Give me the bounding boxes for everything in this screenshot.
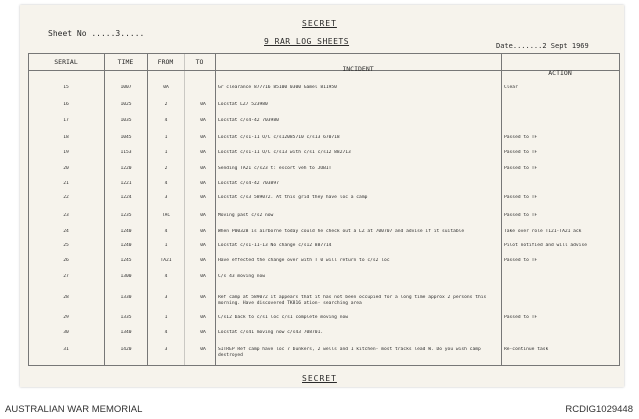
to-cell: 0A [200,315,206,320]
serial-cell: 20 [63,166,69,171]
from-cell: 2 [164,102,168,107]
log-row [20,102,624,118]
log-row [20,135,624,151]
action-cell: Re-continue task [504,347,549,352]
serial-cell: 24 [63,229,69,234]
to-cell: 0A [200,195,206,200]
incident-cell: Locstat c/s1-11-13 No change c/s12 887714 [218,243,332,248]
incident-cell: Locstat c/s4-42 703980 [218,118,279,123]
time-cell: 1335 [120,315,132,320]
action-cell: Clear [504,85,518,90]
action-cell: Passed to TF [504,213,538,218]
date-field: Date.......2 Sept 1969 [496,42,589,50]
serial-cell: 25 [63,243,69,248]
classification-top: SECRET [302,19,337,28]
serial-cell: 17 [63,118,69,123]
log-row [20,274,624,290]
serial-cell: 15 [63,85,69,90]
from-cell: 4 [164,118,168,123]
sheet-number: Sheet No .....3..... [48,29,145,38]
col-to-header: TO [195,58,204,66]
col-incident-header: INCIDENT [342,65,374,73]
log-row [20,213,624,229]
table-top-border [28,53,620,54]
action-cell: Passed to TF [504,315,538,320]
serial-cell: 28 [63,295,69,300]
page-title: 9 RAR LOG SHEETS [264,37,350,46]
serial-cell: 22 [63,195,69,200]
incident-cell: Locstat c/s1-11 O/C c/s12085710 c/s13 670718 [218,135,340,140]
to-cell: 0A [200,181,206,186]
to-cell: 0A [200,258,206,263]
serial-cell: 26 [63,258,69,263]
incident-cell: C/s 43 moving now [218,274,266,279]
action-cell: Pilot notified and will advise [504,243,587,248]
serial-cell: 31 [63,347,69,352]
serial-cell: 18 [63,135,69,140]
log-row [20,118,624,134]
from-cell: 4 [164,181,168,186]
time-cell: 1420 [120,347,132,352]
incident-cell: Gr clearance 877716 85100 0300 Gamel 811950 [218,85,337,90]
time-cell: 1240 [120,243,132,248]
to-cell: 0A [200,135,206,140]
time-cell: 1007 [120,85,132,90]
log-row [20,258,624,274]
to-cell: 0A [200,330,206,335]
log-row [20,330,624,346]
time-cell: 1224 [120,195,132,200]
action-cell: Passed to TF [504,258,538,263]
from-cell: 3 [164,295,168,300]
serial-cell: 23 [63,213,69,218]
time-cell: 1045 [120,135,132,140]
log-sheet [20,5,624,387]
from-cell: 1 [164,135,168,140]
log-row [20,347,624,363]
serial-cell: 21 [63,181,69,186]
serial-cell: 29 [63,315,69,320]
to-cell: 0A [200,347,206,352]
col-from-header: FROM [157,58,174,66]
time-cell: 1340 [120,330,132,335]
time-cell: 1300 [120,274,132,279]
to-cell: 0A [200,118,206,123]
archive-name: AUSTRALIAN WAR MEMORIAL [5,404,143,415]
log-row [20,166,624,182]
to-cell: 0A [200,229,206,234]
incident-cell: Locstat c/s4-42 703897 [218,181,279,186]
to-cell: 0A [200,295,206,300]
time-cell: 1245 [120,258,132,263]
classification-bottom: SECRET [302,374,337,383]
action-cell: Passed to TF [504,150,538,155]
from-cell: 1 [164,243,168,248]
time-cell: 1153 [120,150,132,155]
from-cell: 3 [164,347,168,352]
log-row [20,195,624,211]
from-cell: TA21 [160,258,172,263]
serial-cell: 16 [63,102,69,107]
from-cell: 3 [164,195,168,200]
incident-cell: SITREP Ref camp have loc 7 bunkers, 2 wells and 1 kitchen- most tracks lead W. Do you wish camp destroyed [218,347,481,358]
time-cell: 1240 [120,229,132,234]
time-cell: 1330 [120,295,132,300]
col-action-header: ACTION [548,69,572,77]
action-cell: Passed to TF [504,195,538,200]
table-bottom-border [28,365,620,366]
time-cell: 1035 [120,118,132,123]
incident-cell: Ref camp at 589072 it appears that it has not been occupied for a long time approx 2 persons this morning. Have discovered TK816 ation- searching area [218,295,487,306]
action-cell: Passed to TF [504,135,538,140]
from-cell: 1 [164,315,168,320]
incident-cell: Locstat c/s1-11 O/C c/s13 with c/s1 c/s12 882713 [218,150,351,155]
incident-cell: When P00328 is airborne today could he check out a LZ at 700707 and advise if it suitable [218,229,465,234]
from-cell: 4 [164,274,168,279]
incident-cell: Locstat LZ7 523980 [218,102,268,107]
serial-cell: 27 [63,274,69,279]
archive-footer [0,398,639,419]
to-cell: 0A [200,274,206,279]
time-cell: 1221 [120,181,132,186]
time-cell: 1025 [120,102,132,107]
col-serial-header: SERIAL [54,58,78,66]
to-cell: 0A [200,102,206,107]
incident-cell: C/s12 back to c/s1 loc c/s1 complete moving now [218,315,348,320]
to-cell: 0A [200,243,206,248]
from-cell: 0A [163,85,169,90]
to-cell: 0A [200,166,206,171]
action-cell: Passed to TF [504,166,538,171]
log-row [20,150,624,166]
incident-cell: Moving past c/s2 now [218,213,274,218]
to-cell: 0A [200,150,206,155]
archive-id: RCDIG1029448 [565,404,633,415]
log-row [20,85,624,101]
to-cell: 0A [200,213,206,218]
incident-cell: Have effected the change over with T 0 will return to c/s2 loc [218,258,390,263]
from-cell: 4 [164,330,168,335]
log-row [20,295,624,311]
incident-cell: Locstat c/s41 moving now c/s43 708701. [218,330,324,335]
log-row [20,243,624,259]
from-cell: 2 [164,166,168,171]
time-cell: 1235 [120,213,132,218]
from-cell: 1 [164,150,168,155]
log-row [20,315,624,331]
time-cell: 1220 [120,166,132,171]
serial-cell: 30 [63,330,69,335]
incident-cell: Sending TA21 c/s23 t: escort veh to JUBIT [218,166,332,171]
col-time-header: TIME [117,58,134,66]
incident-cell: Locstat c/s3 589072. At this grid they have loc a camp [218,195,368,200]
from-cell: 4 [164,229,168,234]
action-cell: Take over role T121-TA21 ack [504,229,582,234]
from-cell: TAC [161,213,171,218]
serial-cell: 19 [63,150,69,155]
